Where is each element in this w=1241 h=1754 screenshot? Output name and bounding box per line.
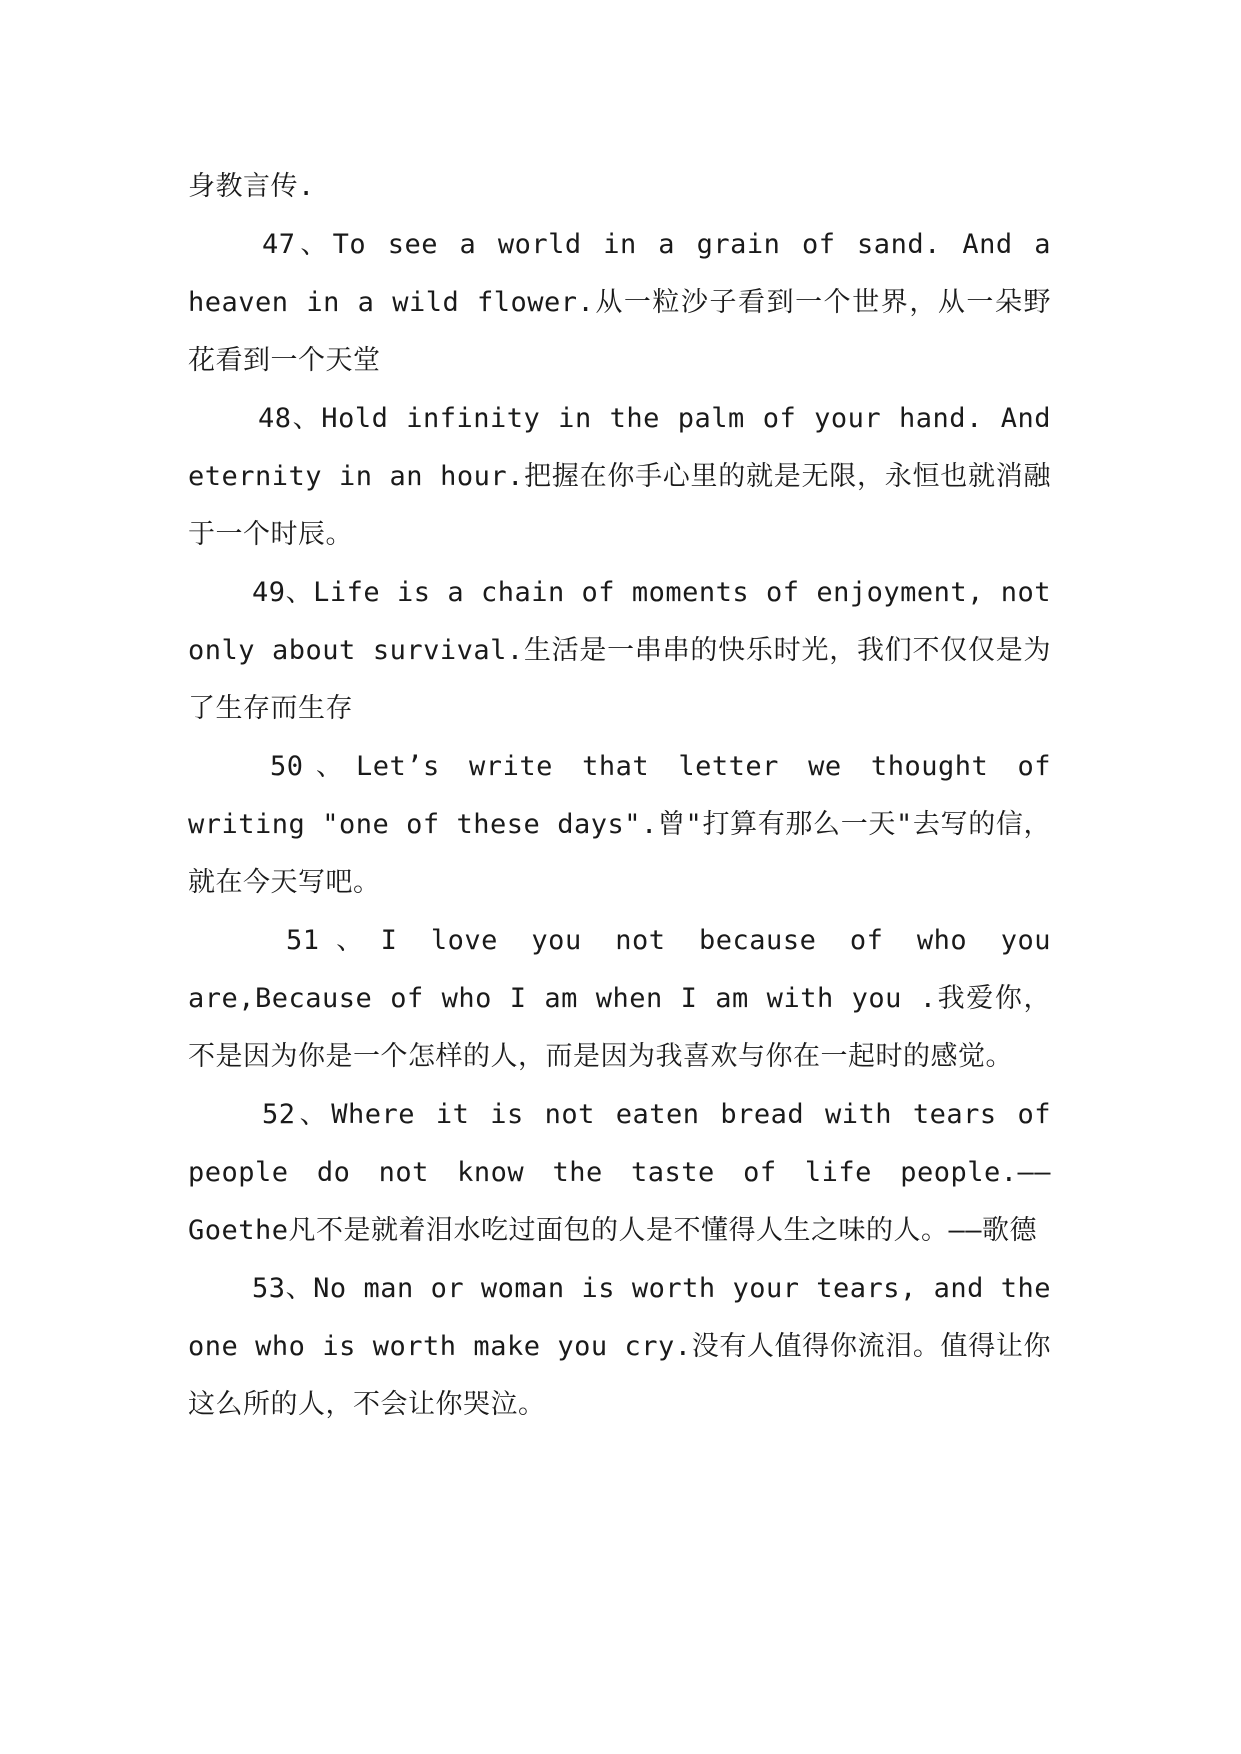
document-body bbox=[188, 158, 1051, 1434]
paragraph-continuation: 身教言传. bbox=[188, 171, 315, 202]
quote-47: 47、To see a world in a grain of sand. And a heaven in a wild flower.从一粒沙子看到一个世界，从一朵野花看到一个天堂 bbox=[188, 229, 1051, 376]
quote-51: 51、I love you not because of who you are,Because of who I am when I am with you .我爱你，不是因为你是一个怎样的人，而是因为我喜欢与你在一起时的感觉。 bbox=[188, 925, 1051, 1072]
quote-52: 52、Where it is not eaten bread with tears of people do not know the taste of life people.——Goethe凡不是就着泪水吃过面包的人是不懂得人生之味的人。——歌德 bbox=[188, 1099, 1051, 1246]
quote-50: 50、Let’s write that letter we thought of writing "one of these days".曾"打算有那么一天"去写的信，就在今天写吧。 bbox=[188, 751, 1051, 898]
quote-53: 53、No man or woman is worth your tears, and the one who is worth make you cry.没有人值得你流泪。值得让你这么所的人，不会让你哭泣。 bbox=[188, 1273, 1051, 1420]
quote-48: 48、Hold infinity in the palm of your hand. And eternity in an hour.把握在你手心里的就是无限，永恒也就消融于一个时辰。 bbox=[188, 403, 1051, 550]
quote-49: 49、Life is a chain of moments of enjoyment, not only about survival.生活是一串串的快乐时光，我们不仅仅是为了生存而生存 bbox=[188, 577, 1051, 724]
